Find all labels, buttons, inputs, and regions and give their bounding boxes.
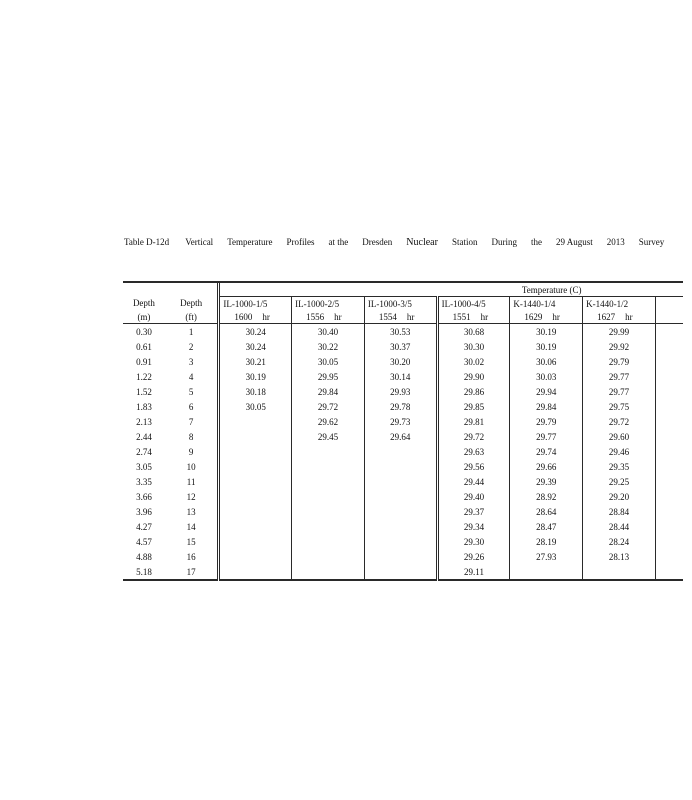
caption-word: 29 August [555,237,593,247]
temperature-cell: 29.62 [292,414,365,429]
sensor-name-header: IL-1000-3/5 [364,297,437,311]
depth-m-cell: 3.66 [136,491,152,502]
temperature-cell: 29.40 [437,489,510,504]
temperature-cell: 29.77 [510,429,583,444]
temperature-cell: 29.78 [364,399,437,414]
caption-word: Temperature [227,237,273,247]
depth-ft-cell: 11 [186,476,196,487]
temperature-cell: 29.11 [437,564,510,580]
sensor-name-header: K-1440-1/2 [583,297,656,311]
temperature-cell: 29.84 [510,399,583,414]
depth-m-cell: 0.61 [136,341,152,352]
caption-word: 2013 [606,237,625,247]
depth-m-cell: 2.13 [136,416,152,427]
table-row [123,504,683,519]
temperature-cell: 30.40 [292,324,365,340]
temperature-cell: 28.64 [510,504,583,519]
clipped-column-cell [655,489,683,504]
sensor-name-header: K-1440-1/4 [510,297,583,311]
temperature-cell: 29.26 [437,549,510,564]
depth-ft-cell: 2 [188,341,194,352]
temperature-cell: 30.53 [364,324,437,340]
temperature-cell: 29.93 [364,384,437,399]
sensor-name-header: IL-1000-1/5 [219,297,292,311]
depth-ft-cell: 8 [188,431,194,442]
depth-ft-cell: 10 [186,461,196,472]
temperature-header: Temperature (C) [219,283,683,297]
temperature-cell [219,444,292,459]
depth-m-cell: 0.30 [136,326,152,337]
temperature-cell [292,549,365,564]
depth-m-cell: 3.35 [136,476,152,487]
temperature-cell: 30.03 [510,369,583,384]
depth-ft-cell: 15 [186,536,196,547]
table-row [123,339,683,354]
depth-m-cell: 3.96 [136,506,152,517]
temperature-cell: 30.24 [219,339,292,354]
depth-ft-cell: 17 [165,564,219,580]
temperature-cell: 30.06 [510,354,583,369]
clipped-column-cell [655,384,683,399]
temperature-cell: 29.86 [437,384,510,399]
sensor-time-unit: hr [552,311,560,322]
temperature-cell: 29.72 [583,414,656,429]
temperature-cell [364,549,437,564]
depth-ft-cell: 9 [188,446,194,457]
temperature-cell: 29.77 [583,369,656,384]
sensor-time: 1629 [524,311,543,322]
temperature-cell: 29.90 [437,369,510,384]
temperature-cell: 29.94 [510,384,583,399]
table-row [123,564,683,580]
caption-word: Nuclear [406,237,438,248]
depth-m-cell: 4.88 [136,551,152,562]
depth-m-cell: 1.83 [136,401,152,412]
temperature-cell: 30.14 [364,369,437,384]
temperature-cell [292,459,365,474]
clipped-column-cell [655,354,683,369]
temperature-cell [364,504,437,519]
temperature-cell [364,519,437,534]
table-row [123,549,683,564]
temperature-cell [583,564,656,580]
caption-word: Station [451,237,478,247]
caption-word: During [491,237,517,247]
temperature-cell: 29.60 [583,429,656,444]
table-row [123,459,683,474]
clipped-column-cell [655,474,683,489]
table-row [123,384,683,399]
clipped-column-cell [655,414,683,429]
temperature-cell: 29.75 [583,399,656,414]
depth-m-cell: 1.52 [136,386,152,397]
caption-table-id: Table D-12d [124,237,170,247]
caption-title [185,237,678,247]
depth-ft-cell: 1 [188,326,194,337]
temperature-cell [219,414,292,429]
temperature-cell: 29.99 [583,324,656,340]
clipped-column-cell [655,549,683,564]
clipped-column-cell [655,564,683,580]
depth-ft-header: Depth [180,298,203,309]
table-row [123,369,683,384]
temperature-cell [510,564,583,580]
temperature-cell: 29.64 [364,429,437,444]
clipped-column-header [655,297,683,311]
temperature-cell: 29.35 [583,459,656,474]
depth-m-cell: 2.74 [136,446,152,457]
temperature-cell [219,489,292,504]
temperature-cell [219,474,292,489]
depth-m-cell: 0.91 [136,356,152,367]
temperature-cell: 30.68 [437,324,510,340]
temperature-cell: 30.20 [364,354,437,369]
temperature-cell [292,489,365,504]
table-row [123,429,683,444]
clipped-column-cell [655,324,683,340]
caption-word: Profiles [286,237,315,247]
temperature-cell: 29.45 [292,429,365,444]
temperature-cell [364,474,437,489]
caption-word: the [530,237,542,247]
temperature-cell: 29.74 [510,444,583,459]
sensor-time-header [510,310,583,324]
depth-m-unit: (m) [123,310,165,324]
temperature-cell [364,444,437,459]
temperature-cell: 29.85 [437,399,510,414]
depth-ft-cell: 6 [188,401,194,412]
temperature-cell: 29.20 [583,489,656,504]
temperature-cell [292,564,365,580]
temperature-cell: 29.56 [437,459,510,474]
caption-word: at the [328,237,349,247]
sensor-name-header: IL-1000-2/5 [292,297,365,311]
temperature-cell: 29.25 [583,474,656,489]
sensor-time-unit: hr [625,311,633,322]
depth-m-cell: 1.22 [136,371,152,382]
temperature-cell [292,519,365,534]
clipped-column-cell [655,399,683,414]
sensor-time: 1627 [597,311,616,322]
temperature-cell: 28.47 [510,519,583,534]
temperature-cell: 29.34 [437,519,510,534]
temperature-cell: 28.24 [583,534,656,549]
depth-ft-cell: 4 [188,371,194,382]
temperature-cell: 29.79 [583,354,656,369]
temperature-cell: 29.44 [437,474,510,489]
sensor-time-header [583,310,656,324]
table-row [123,534,683,549]
depth-m-cell: 5.18 [123,564,165,580]
depth-ft-cell: 14 [186,521,196,532]
caption-word: Survey [638,237,665,247]
depth-ft-cell: 12 [186,491,196,502]
table-row [123,519,683,534]
sensor-time-unit: hr [480,311,489,322]
temperature-cell: 29.30 [437,534,510,549]
temperature-cell [364,459,437,474]
temperature-cell: 28.92 [510,489,583,504]
temperature-cell: 29.39 [510,474,583,489]
temperature-cell [364,534,437,549]
temperature-cell: 30.19 [510,339,583,354]
sensor-name-header: IL-1000-4/5 [437,297,510,311]
temperature-cell [219,564,292,580]
sensor-time: 1556 [306,311,325,322]
temperature-cell [219,549,292,564]
sensor-time-header [292,310,365,324]
sensor-time-header [364,310,437,324]
temperature-cell [219,429,292,444]
temperature-cell: 30.30 [437,339,510,354]
table-row [123,354,683,369]
clipped-column-cell [655,519,683,534]
depth-m-cell: 3.05 [136,461,152,472]
depth-m-cell: 4.57 [136,536,152,547]
temperature-cell: 29.63 [437,444,510,459]
temperature-cell: 29.81 [437,414,510,429]
temperature-cell [292,444,365,459]
clipped-column-cell [655,534,683,549]
temperature-cell [219,519,292,534]
temperature-cell: 29.72 [437,429,510,444]
temperature-cell [219,504,292,519]
temperature-cell: 28.13 [583,549,656,564]
temperature-cell: 29.66 [510,459,583,474]
table-body [123,324,683,581]
temperature-cell: 29.84 [292,384,365,399]
temperature-cell: 27.93 [510,549,583,564]
clipped-column-cell [655,369,683,384]
sensor-time: 1554 [378,311,397,322]
depth-m-cell: 4.27 [136,521,152,532]
temperature-cell [292,474,365,489]
temperature-cell: 30.24 [219,324,292,340]
temperature-profile-table [123,281,683,581]
temperature-cell: 30.21 [219,354,292,369]
table-row [123,324,683,340]
caption-word: Vertical [185,237,214,247]
table-row [123,399,683,414]
sensor-time: 1551 [452,311,471,322]
table-row [123,489,683,504]
sensor-time-unit: hr [334,311,342,322]
clipped-column-cell [655,429,683,444]
temperature-cell: 30.18 [219,384,292,399]
temperature-cell: 29.46 [583,444,656,459]
temperature-cell: 30.05 [219,399,292,414]
clipped-column-cell [655,504,683,519]
depth-ft-cell: 7 [188,416,194,427]
temperature-cell [364,489,437,504]
clipped-column-header [655,310,683,324]
depth-ft-cell: 5 [188,386,194,397]
caption-word: Dresden [362,237,393,247]
sensor-time: 1600 [234,311,253,322]
temperature-cell: 29.92 [583,339,656,354]
clipped-column-cell [655,459,683,474]
sensor-time-unit: hr [262,311,270,322]
temperature-cell: 28.44 [583,519,656,534]
table-row [123,444,683,459]
temperature-cell: 28.84 [583,504,656,519]
temperature-cell: 30.19 [219,369,292,384]
temperature-cell [292,504,365,519]
table-row [123,414,683,429]
temperature-cell [219,459,292,474]
temperature-cell: 30.37 [364,339,437,354]
temperature-cell: 30.19 [510,324,583,340]
temperature-cell [219,534,292,549]
temperature-cell: 29.37 [437,504,510,519]
depth-ft-cell: 13 [186,506,196,517]
table-caption [124,237,665,248]
depth-ft-cell: 3 [188,356,194,367]
temperature-cell: 29.73 [364,414,437,429]
temperature-cell: 28.19 [510,534,583,549]
temperature-cell: 29.79 [510,414,583,429]
temperature-cell: 29.72 [292,399,365,414]
temperature-cell: 30.05 [292,354,365,369]
depth-ft-unit: (ft) [165,310,219,324]
clipped-column-cell [655,444,683,459]
temperature-cell [292,534,365,549]
depth-ft-cell: 16 [186,551,196,562]
table-row [123,474,683,489]
temperature-cell: 29.95 [292,369,365,384]
depth-m-cell: 2.44 [136,431,152,442]
clipped-column-cell [655,339,683,354]
temperature-cell: 29.77 [583,384,656,399]
temperature-cell: 30.02 [437,354,510,369]
depth-m-header: Depth [132,298,155,309]
sensor-time-unit: hr [406,311,415,322]
temperature-table-container [123,281,633,589]
sensor-time-header [219,310,292,324]
temperature-cell: 30.22 [292,339,365,354]
temperature-cell [364,564,437,580]
sensor-time-header [437,310,510,324]
